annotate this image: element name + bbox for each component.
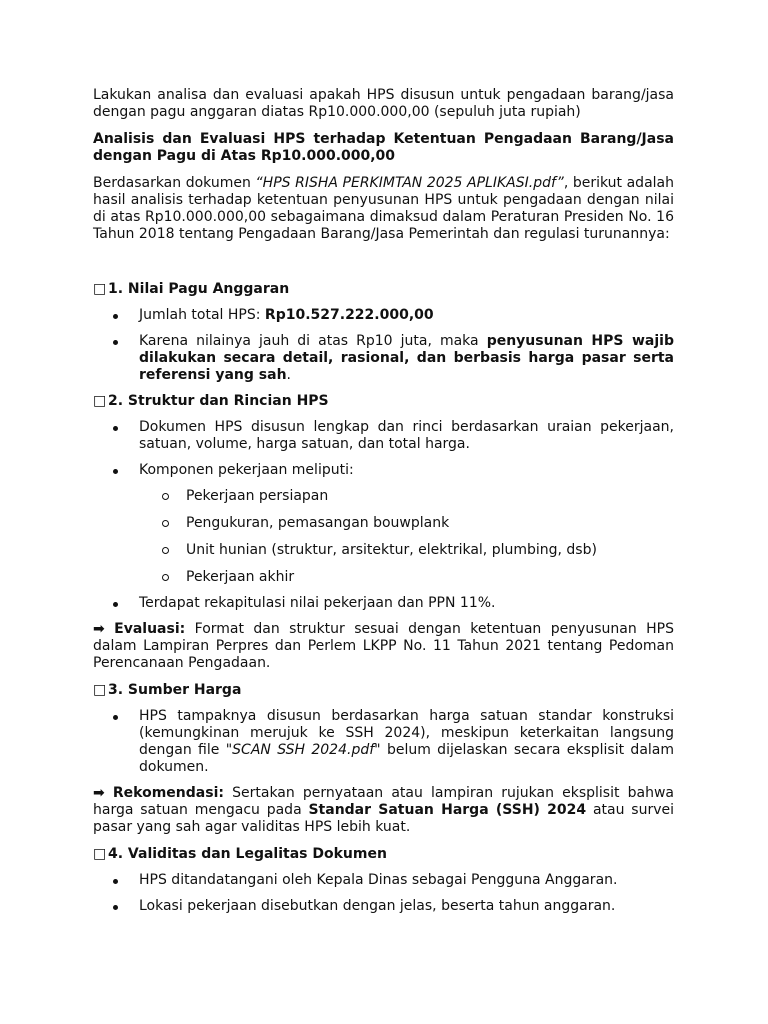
bullet-icon [113,905,118,910]
arrow-right-icon: ➡ [93,621,105,637]
sub-list-item: Unit hunian (struktur, arsitektur, elektrikal, plumbing, dsb) [139,542,674,559]
arrow-right-icon: ➡ [93,785,105,801]
bullet-icon [113,340,118,345]
analysis-title: Analisis dan Evaluasi HPS terhadap Ketentuan Pengadaan Barang/Jasa dengan Pagu di Atas Rp10.000.000,00 [93,131,674,164]
list-item: Terdapat rekapitulasi nilai pekerjaan dan PPN 11%. [93,595,674,612]
sub-list-item: Pengukuran, pemasangan bouwplank [139,515,674,532]
missing-glyph-icon: □ [93,846,107,862]
recommendation-paragraph: ➡ Rekomendasi: Sertakan pernyataan atau lampiran rujukan eksplisit bahwa harga satuan mengacu pada Standar Satuan Harga (SSH) 2024 atau survei pasar yang sah agar validitas HPS lebih kuat. [93,785,674,835]
circle-bullet-icon [162,574,169,581]
list-item: Lokasi pekerjaan disebutkan dengan jelas, beserta tahun anggaran. [93,898,674,915]
section-2-list [93,419,674,612]
bullet-icon [113,426,118,431]
bullet-icon [113,715,118,720]
intro-paragraph: Lakukan analisa dan evaluasi apakah HPS disusun untuk pengadaan barang/jasa dengan pagu anggaran diatas Rp10.000.000,00 (sepuluh juta rupiah) [93,87,674,120]
circle-bullet-icon [162,547,169,554]
missing-glyph-icon: □ [93,281,107,297]
section-4-list [93,872,674,915]
list-item: Karena nilainya jauh di atas Rp10 juta, maka penyusunan HPS wajib dilakukan secara detail, rasional, dan berbasis harga pasar serta referensi yang sah. [93,333,674,384]
section-heading-4: □ 4. Validitas dan Legalitas Dokumen [93,846,387,862]
section-heading-3: □ 3. Sumber Harga [93,682,242,698]
list-item: Jumlah total HPS: Rp10.527.222.000,00 [93,307,674,324]
section-3-list [93,708,674,776]
source-document-name: “HPS RISHA PERKIMTAN 2025 APLIKASI.pdf” [255,175,564,191]
total-hps-value: Rp10.527.222.000,00 [264,307,434,323]
document-body [93,87,674,924]
section-1-list [93,307,674,384]
sub-list-item: Pekerjaan persiapan [139,488,674,505]
list-item: Dokumen HPS disusun lengkap dan rinci berdasarkan uraian pekerjaan, satuan, volume, harga satuan, dan total harga. [93,419,674,453]
bullet-icon [113,314,118,319]
bullet-icon [113,879,118,884]
list-item: HPS ditandatangani oleh Kepala Dinas sebagai Pengguna Anggaran. [93,872,674,889]
missing-glyph-icon: □ [93,393,107,409]
bullet-icon [113,469,118,474]
opening-paragraph: Berdasarkan dokumen “HPS RISHA PERKIMTAN 2025 APLIKASI.pdf”, berikut adalah hasil analisis terhadap ketentuan penyusunan HPS untuk pengadaan dengan nilai di atas Rp10.000.000,00 sebagaimana dimaksud dalam Peraturan Presiden No. 16 Tahun 2018 tentang Pengadaan Barang/Jasa Pemerintah dan regulasi turunannya: [93,175,674,242]
section-heading-2: □ 2. Struktur dan Rincian HPS [93,393,329,409]
missing-glyph-icon: □ [93,682,107,698]
circle-bullet-icon [162,493,169,500]
section-heading-1: □ 1. Nilai Pagu Anggaran [93,281,290,297]
circle-bullet-icon [162,520,169,527]
sub-list-item: Pekerjaan akhir [139,569,674,586]
list-item: HPS tampaknya disusun berdasarkan harga satuan standar konstruksi (kemungkinan merujuk ke SSH 2024), meskipun keterkaitan langsung dengan file "SCAN SSH 2024.pdf" belum dijelaskan secara eksplisit dalam dokumen. [93,708,674,776]
bullet-icon [113,602,118,607]
ssh-file-name: SCAN SSH 2024.pdf [232,742,375,758]
work-components-list [139,488,674,586]
list-item: Komponen pekerjaan meliputi: Pekerjaan persiapan Pengukuran, pemasangan bouwplank Unit hunian (struktur, arsitektur, elektrikal, plumbing, dsb) Pekerjaan akhir [93,462,674,586]
evaluation-paragraph: ➡ Evaluasi: Format dan struktur sesuai dengan ketentuan penyusunan HPS dalam Lampiran Perpres dan Perlem LKPP No. 11 Tahun 2021 tentang Pedoman Perencanaan Pengadaan. [93,621,675,671]
